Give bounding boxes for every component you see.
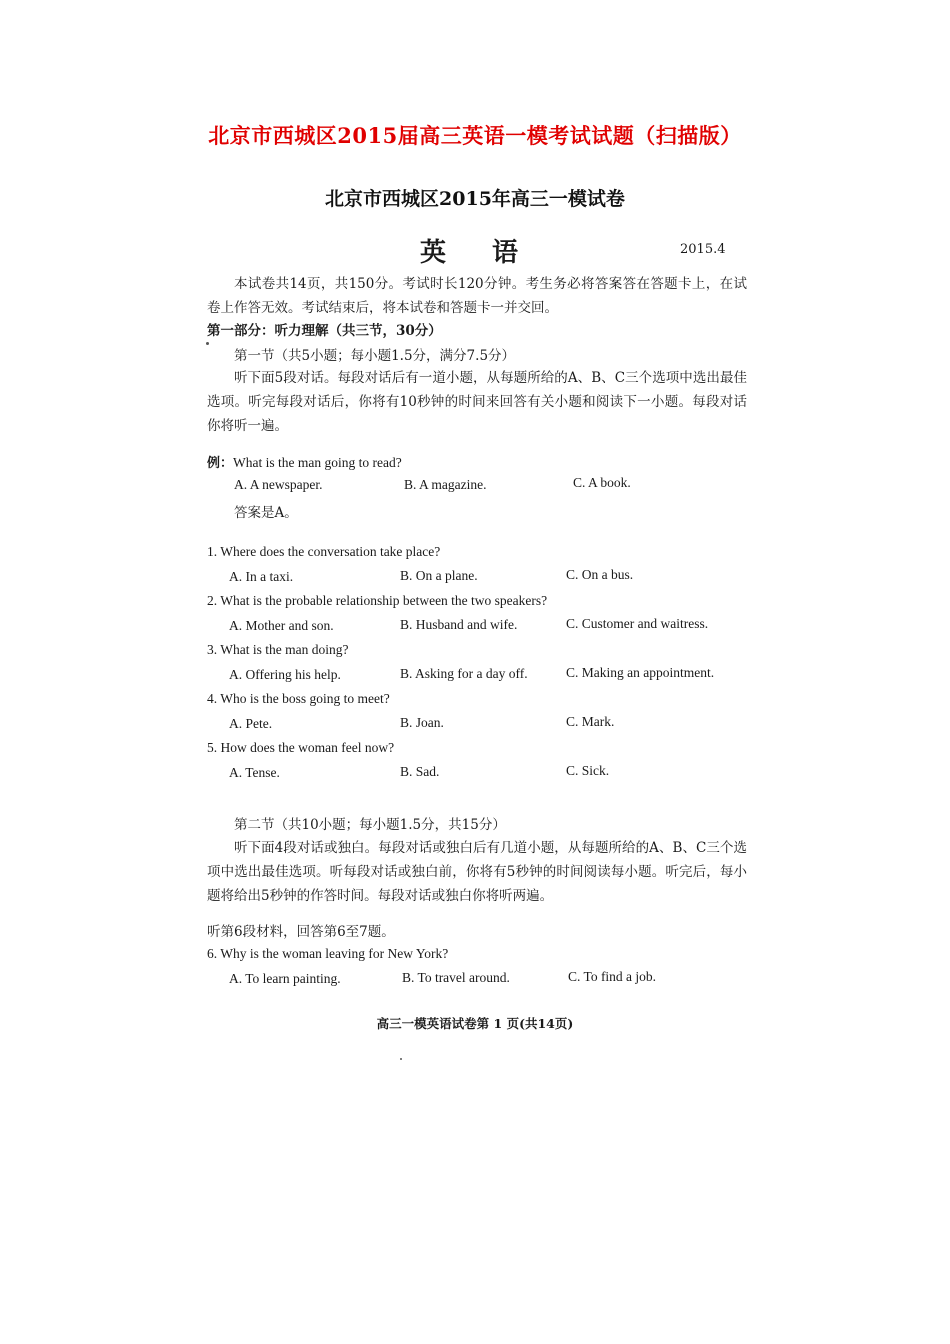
- question-3: 3. What is the man doing?: [207, 642, 349, 657]
- example-question: [207, 452, 402, 471]
- scan-speck: [400, 1058, 402, 1060]
- question-4: 4. Who is the boss going to meet?: [207, 691, 390, 706]
- section2-title: 第二节（共10小题；每小题1.5分，共15分）: [234, 817, 506, 833]
- intro-paragraph: 本试卷共14页，共150分。考试时长120分钟。考生务必将答案答在答题卡上，在试卷上作答无效。考试结束后，将本试卷和答题卡一并交回。: [207, 276, 747, 316]
- question-6-option-c: C. To find a job.: [568, 969, 657, 984]
- example-answer: 答案是A。: [234, 505, 298, 521]
- subject-heading: 英语: [420, 238, 565, 268]
- question-1: 1. Where does the conversation take place?: [207, 544, 441, 559]
- question-2-option-c: C. Customer and waitress.: [566, 616, 709, 631]
- question-4-option-b: B. Joan.: [400, 715, 444, 730]
- question-2-option-a: A. Mother and son.: [229, 618, 334, 633]
- question-1-option-c: C. On a bus.: [566, 567, 634, 582]
- example-option-b: B. A magazine.: [404, 477, 487, 492]
- question-3-option-a: A. Offering his help.: [229, 667, 341, 682]
- question-1-option-b: B. On a plane.: [400, 568, 478, 583]
- question-6-option-b: B. To travel around.: [402, 970, 510, 985]
- question-6-option-a: A. To learn painting.: [229, 971, 341, 986]
- question-5-option-c: C. Sick.: [566, 763, 610, 778]
- section2-instructions: 听下面4段对话或独白。每段对话或独白后有几道小题，从每题所给的A、B、C三个选项中选出最佳选项。听每段对话或独白前，你将有5秒钟的时间阅读每小题。听完后，每小题将给出5秒钟的作答时间。每段对话或独白你将听两遍。: [207, 840, 747, 904]
- question-6: 6. Why is the woman leaving for New York?: [207, 946, 449, 961]
- example-prefix: 例：: [207, 456, 234, 471]
- question-4-option-c: C. Mark.: [566, 714, 615, 729]
- example-option-c: C. A book.: [573, 475, 631, 490]
- section1-title: 第一节（共5小题；每小题1.5分，满分7.5分）: [234, 348, 516, 364]
- example-question-text: What is the man going to read?: [233, 455, 402, 470]
- page-footer: 高三一模英语试卷第 1 页(共14页): [376, 1016, 574, 1031]
- question-2: 2. What is the probable relationship between the two speakers?: [207, 593, 548, 608]
- part1-title: 第一部分：听力理解（共三节，30分）: [207, 323, 442, 339]
- document-title: 北京市西城区2015届高三英语一模考试试题（扫描版）: [208, 123, 742, 148]
- exam-title: 北京市西城区2015年高三一模试卷: [325, 188, 625, 210]
- question-2-option-b: B. Husband and wife.: [400, 617, 518, 632]
- question-5-option-b: B. Sad.: [400, 764, 440, 779]
- example-option-a: A. A newspaper.: [234, 477, 323, 492]
- question-5: 5. How does the woman feel now?: [207, 740, 395, 755]
- exam-date: 2015.4: [680, 242, 726, 257]
- question-5-option-a: A. Tense.: [229, 765, 280, 780]
- section2-material: 听第6段材料，回答第6至7题。: [207, 924, 395, 940]
- question-4-option-a: A. Pete.: [229, 716, 273, 731]
- scan-speck: [206, 342, 209, 345]
- question-1-option-a: A. In a taxi.: [229, 569, 294, 584]
- question-3-option-b: B. Asking for a day off.: [400, 666, 528, 681]
- question-3-option-c: C. Making an appointment.: [566, 665, 715, 680]
- section1-instructions: 听下面5段对话。每段对话后有一道小题，从每题所给的A、B、C三个选项中选出最佳选项。听完每段对话后，你将有10秒钟的时间来回答有关小题和阅读下一小题。每段对话你将听一遍。: [207, 370, 747, 434]
